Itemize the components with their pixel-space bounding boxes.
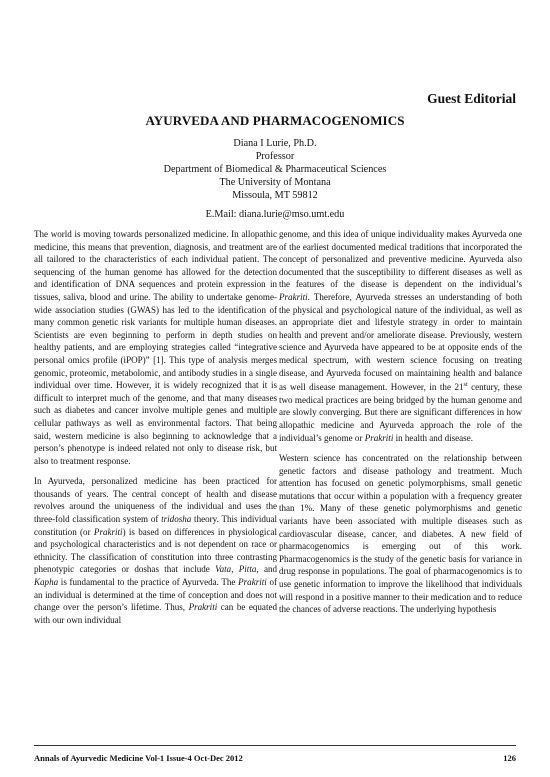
article-title: AYURVEDA AND PHARMACOGENOMICS bbox=[145, 113, 405, 128]
term-italic: Prakriti bbox=[364, 432, 394, 443]
author-city: Missoula, MT 59812 bbox=[232, 190, 318, 201]
left-column bbox=[34, 228, 277, 634]
term-italic: Kapha bbox=[34, 577, 59, 588]
paragraph: Western science has concentrated on the relationship between genetic factors and disease pathology and treatment. Much attention has focused on genetic polymorphisms, small genetic mutations that occur within a population with a frequency greater than 1%. Many of these genetic polymorphisms and genetic variants have been associated with multiple diseases such as cardiovascular disease, cancer, and diabetes. A new field of pharmacogenomics is emerging out of this work. Pharmacogenomics is the study of the genetic basis for variance in drug response in populations. The goal of pharmacogenomics is to use genetic information to improve the likelihood that individuals will respond in a positive manner to their medication and to reduce the chances of adverse reactions. The underlying hypothesis bbox=[279, 453, 522, 615]
author-email: E.Mail: diana.lurie@mso.umt.edu bbox=[205, 209, 345, 220]
superscript: st bbox=[463, 382, 468, 389]
author-name: Diana I Lurie, Ph.D. bbox=[233, 138, 317, 149]
paragraph: The world is moving towards personalized medicine. In allopathic medicine, this means that prevention, diagnosis, and treatment are all tailored to the characteristics of each individual patient. The sequencing of the human genome has allowed for the detection and identification of DNA sequences and protein expression in tissues, saliva, blood and urine. The ability to undertake genome-wide association studies (GWAS) has led to the identification of many common genetic risk variants for multiple human diseases. Scientists are even beginning to perform in depth studies on healthy patients, and are employing strategies called “integrative personal omics profile (iPOP)” [1]. This type of analysis merges genomic, proteomic, metabolomic, and antibody studies in a single individual over time. However, it is widely recognized that it is difficult to interpret much of the genome, and that many diseases such as diabetes and cancer involve multiple genes and multiple cellular pathways as well as environmental factors. That being said, western medicine is also beginning to acknowledge that a person’s phenotype is indeed related not only to disease risk, but also to treatment response. bbox=[34, 229, 277, 466]
footer-rule bbox=[34, 745, 516, 746]
term-italic: Prakriti bbox=[238, 577, 267, 588]
section-label: Guest Editorial bbox=[427, 91, 516, 106]
author-department: Department of Biomedical & Pharmaceutical Sciences bbox=[163, 164, 387, 175]
paragraph: genome, and this idea of unique individuality makes Ayurveda one of the earliest documented medical traditions that incorporated the concept of personalized and preventive medicine. Ayurveda also documented that the susceptibility to different diseases as well as the features of the disease is dependent on the individual’s Prakriti. Therefore, Ayurveda stresses an understanding of both the physical and psychological nature of the individual, as well as an appropriate diet and lifestyle strategy in order to maintain health and prevent and/or ameliorate disease. Previously, western science and Ayurveda have appeared to be at opposite ends of the medical spectrum, with western science focusing on treating disease, and Ayurveda focused on maintaining health and balance as well disease management. However, in the 21st century, these two medical practices are being bridged by the human genome and are slowly converging. But there are significant differences in how allopathic medicine and Ayurveda approach the role of the individual’s genome or Prakriti in health and disease. bbox=[279, 229, 522, 443]
term-italic: Prakriti bbox=[279, 291, 308, 302]
journal-citation: Annals of Ayurvedic Medicine Vol-1 Issue-4 Oct-Dec 2012 bbox=[34, 753, 243, 763]
term-italic: tridosha bbox=[161, 514, 192, 525]
author-position: Professor bbox=[255, 151, 295, 162]
right-column bbox=[279, 228, 522, 624]
term-italic: Prakriti bbox=[188, 602, 218, 613]
term-italic: Vata, Pitta, bbox=[215, 564, 259, 575]
page-number: 126 bbox=[503, 753, 516, 763]
term-italic: Prakriti bbox=[93, 526, 123, 537]
author-university: The University of Montana bbox=[219, 177, 331, 188]
paragraph: In Ayurveda, personalized medicine has been practiced for thousands of years. The central concept of health and disease revolves around the uniqueness of the individual and uses the three-fold classification system of tridosha theory. This individual constitution (or Prakriti) is based on differences in physiological and psychological characteristics and is not dependent on race or ethnicity. The classification of constitution into three contrasting phenotypic categories or doshas that include Vata, Pitta, and Kapha is fundamental to the practice of Ayurveda. The Prakriti of an individual is determined at the time of conception and does not change over the person’s lifetime. Thus, Prakriti can be equated with our own individual bbox=[34, 476, 277, 625]
